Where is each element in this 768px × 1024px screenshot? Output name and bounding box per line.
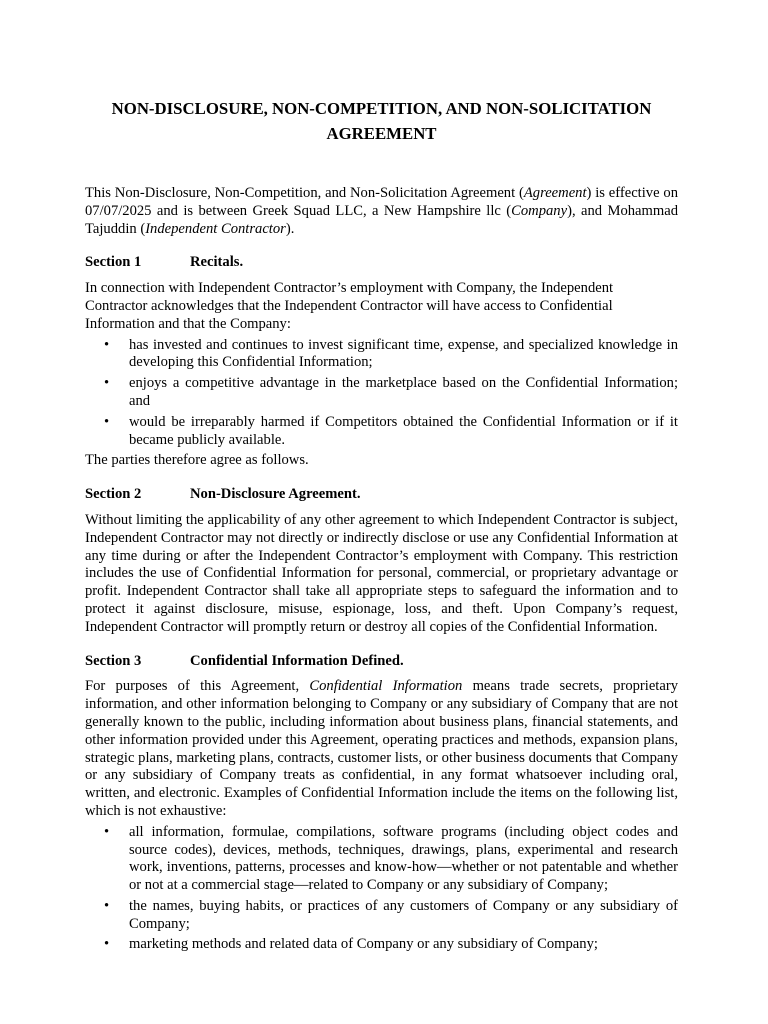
list-item	[85, 414, 678, 450]
intro-paragraph	[85, 185, 678, 238]
list-item	[85, 824, 678, 895]
bullet-icon: •	[104, 897, 110, 914]
section-2-heading	[85, 486, 678, 504]
title-line-1: NON-DISCLOSURE, NON-COMPETITION, AND NON-SOLICITATION	[111, 99, 652, 118]
document-page	[85, 96, 678, 957]
list-item	[85, 898, 678, 934]
section-1-heading	[85, 254, 678, 272]
list-item	[85, 337, 678, 373]
list-item-text: has invested and continues to invest significant time, expense, and specialized knowledge in developing this Confidential Information;	[129, 336, 678, 371]
bullet-icon: •	[104, 336, 110, 353]
section-1-closing: The parties therefore agree as follows.	[85, 452, 309, 469]
section-2-body: Without limiting the applicability of any other agreement to which Independent Contractor is subject, Independent Contractor may not directly or indirectly disclose or use any Confidential Information at any time during or after the Independent Contractor’s employment with Company. This restriction includes the use of Confidential Information for personal, commercial, or proprietary advantage or profit. Independent Contractor shall take all appropriate steps to safeguard the information and to protect it against disclosure, misuse, espionage, loss, and theft. Upon Company’s request, Independent Contractor will promptly return or destroy all copies of the Confidential Information.	[85, 511, 678, 635]
section-3-body-rest: means trade secrets, proprietary information, and other information belonging to Company or any subsidiary of Company that are not generally known to the public, including information about business plans, financial statements, and other information provided under this Agreement, operating practices and methods, expansion plans, strategic plans, marketing plans, contracts, customer lists, or other business documents that Company or any subsidiary of Company treats as confidential, in any format whatsoever including oral, written, and electronic. Examples of Confidential Information include the items on the following list, which is not exhaustive:	[85, 678, 678, 819]
intro-term-agreement: Agreement	[523, 185, 587, 201]
agreement-title	[85, 96, 678, 146]
section-1-number: Section 1	[85, 254, 142, 271]
section-2-title: Non-Disclosure Agreement.	[190, 486, 361, 503]
section-3-number: Section 3	[85, 652, 142, 669]
intro-text-4: ).	[285, 220, 295, 237]
list-item-text: the names, buying habits, or practices of any customers of Company or any subsidiary of Company;	[129, 897, 678, 932]
section-3-defined-term: Confidential Information	[309, 678, 463, 695]
section-1-title: Recitals.	[190, 254, 244, 271]
list-item-text: would be irreparably harmed if Competitors obtained the Confidential Information or if it became publicly available.	[129, 413, 678, 448]
bullet-icon: •	[104, 413, 110, 430]
list-item	[85, 375, 678, 411]
intro-term-independent-contractor: Independent Contractor	[145, 220, 286, 237]
section-1-body: In connection with Independent Contractor’s employment with Company, the Independent Contractor acknowledges that the Independent Contractor will have access to Confidential Information and that the Company:	[85, 280, 614, 332]
intro-text-2: ) is effective on 07/07/2025 and is between Greek Squad LLC, a New Hampshire llc (	[85, 185, 678, 219]
list-item	[85, 936, 678, 954]
section-3-heading	[85, 653, 678, 671]
section-3-title: Confidential Information Defined.	[190, 652, 404, 669]
intro-text-3: ), and Mohammad Tajuddin (	[85, 202, 678, 237]
intro-term-company: Company	[511, 202, 568, 219]
list-item-text: all information, formulae, compilations, software programs (including object codes and source codes), devices, methods, techniques, drawings, plans, experimental and research work, inventions, patterns, processes and know-how—whether or not patentable and whether or not at a commercial stage—related to Company or any subsidiary of Company;	[129, 823, 678, 894]
section-1-bullet-list	[85, 337, 678, 450]
section-3-body-start: For purposes of this Agreement,	[85, 678, 310, 695]
bullet-icon: •	[104, 823, 110, 840]
section-2-number: Section 2	[85, 486, 142, 503]
list-item-text: enjoys a competitive advantage in the marketplace based on the Confidential Information; and	[129, 375, 678, 409]
list-item-text: marketing methods and related data of Company or any subsidiary of Company;	[129, 936, 598, 953]
bullet-icon: •	[104, 936, 110, 953]
section-3-body	[85, 678, 678, 820]
intro-text-1: This Non-Disclosure, Non-Competition, and Non-Solicitation Agreement (	[85, 185, 524, 201]
bullet-icon: •	[104, 375, 110, 392]
section-3-bullet-list	[85, 824, 678, 955]
title-line-2: AGREEMENT	[326, 124, 437, 143]
